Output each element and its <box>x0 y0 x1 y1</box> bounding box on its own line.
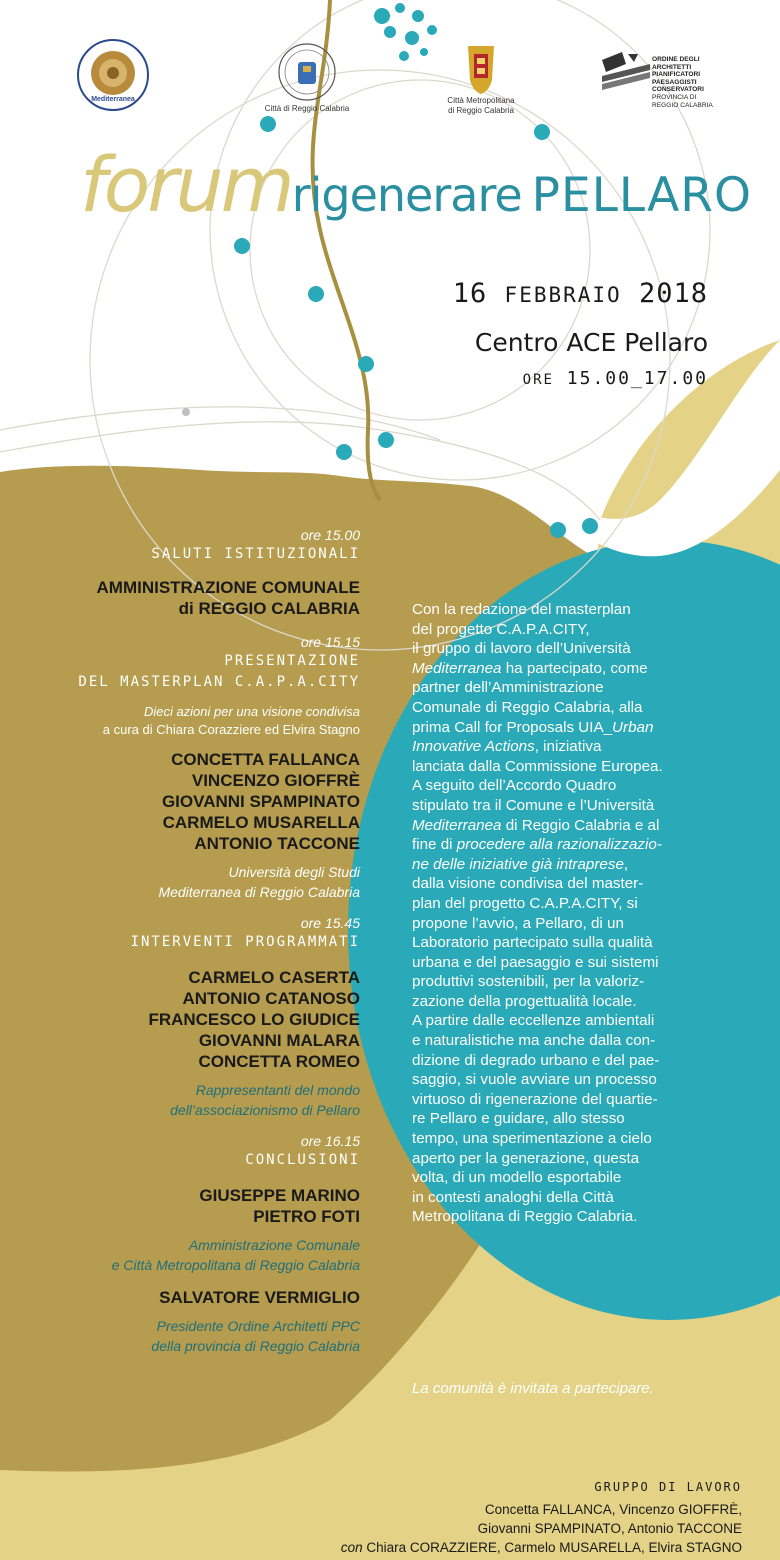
description-line: propone l’avvio, a Pellaro, di un <box>412 914 624 932</box>
ordine-line-5: CONSERVATORI <box>652 86 704 94</box>
title-pellaro: PELLARO <box>531 168 752 223</box>
program-s1-name-1: AMMINISTRAZIONE COMUNALE <box>96 578 360 597</box>
working-group-line-2: Giovanni SPAMPINATO, Antonio TACCONE <box>477 1521 742 1536</box>
description-emphasis: Mediterranea <box>412 659 502 677</box>
program-s3-affil-1: Rappresentanti del mondo <box>195 1082 360 1098</box>
program-s2-note-plain: a cura di Chiara Corazziere ed Elvira Stagno <box>102 722 360 737</box>
university-name: Mediterranea <box>91 96 135 103</box>
description-line: ne delle iniziative già intraprese, <box>412 855 629 873</box>
city-seal-icon <box>272 40 342 104</box>
program-s2-note-italic: Dieci azioni per una visione condivisa <box>143 704 360 719</box>
description-line: produttivi sostenibili, per la valoriz- <box>412 973 645 991</box>
program-s4-affil-3: Presidente Ordine Architetti PPC <box>156 1318 360 1334</box>
description-line: aperto per la generazione, questa <box>412 1149 640 1167</box>
logo-comune <box>264 40 350 120</box>
description-line: prima Call for Proposals UIA_Urban <box>412 718 654 736</box>
program-time-4: ore 16.15 <box>300 1133 360 1149</box>
description-line: fine di procedere alla razionalizzazio- <box>412 836 662 854</box>
program-s3-name: ANTONIO CATANOSO <box>182 989 360 1008</box>
program-section-1: SALUTI ISTITUZIONALI <box>151 546 360 562</box>
description-line: dizione di degrado urbano e del pae- <box>412 1051 660 1069</box>
working-group-line-3-names: Chiara CORAZZIERE, Carmelo MUSARELLA, Elvira STAGNO <box>362 1540 742 1555</box>
program-time-3: ore 15.45 <box>300 915 360 931</box>
title-forum: forum <box>80 140 292 229</box>
description-emphasis: Mediterranea <box>412 816 502 834</box>
program-s4-name: GIUSEPPE MARINO <box>199 1186 360 1205</box>
description-line: zazione della progettualità locale. <box>412 992 637 1010</box>
program-s2-name: ANTONIO TACCONE <box>194 834 360 853</box>
description-line: virtuoso di rigenerazione del quartie- <box>412 1090 658 1108</box>
working-group-line-3 <box>341 1538 742 1557</box>
event-day: 16 <box>452 278 488 309</box>
ordine-line-6: PROVINCIA DI <box>652 93 697 101</box>
description-line: del progetto C.A.P.A.CITY, <box>412 620 590 638</box>
ordine-architetti-icon <box>598 50 654 94</box>
description-line: Metropolitana di Reggio Calabria. <box>412 1208 638 1226</box>
description-line: saggio, si vuole avviare un processo <box>412 1071 657 1089</box>
working-group-title: GRUPPO DI LAVORO <box>594 1480 742 1494</box>
description-line: stipulato tra il Comune e l’Università <box>412 796 655 814</box>
ordine-line-1: ORDINE DEGLI <box>652 56 700 63</box>
event-date <box>453 278 708 309</box>
event-venue: Centro ACE Pellaro <box>474 328 708 357</box>
description-line: dalla visione condivisa del master- <box>412 875 644 893</box>
logo-university <box>76 38 150 112</box>
description-line: in contesti analoghi della Città <box>412 1188 614 1206</box>
description-line: Laboratorio partecipato sulla qualità <box>412 934 653 952</box>
program-time-1: ore 15.00 <box>300 527 360 543</box>
description-line: partner dell’Amministrazione <box>412 679 604 697</box>
event-time <box>523 368 708 389</box>
description-line: Mediterranea ha partecipato, come <box>412 659 648 677</box>
program-s2-name: GIOVANNI SPAMPINATO <box>161 792 360 811</box>
description-line: Mediterranea di Reggio Calabria e al <box>412 816 660 834</box>
event-month: FEBBRAIO <box>504 283 622 307</box>
program-s4-affil-1: Amministrazione Comunale <box>188 1237 360 1253</box>
description-line: urbana e del paesaggio e sui sistemi <box>412 953 659 971</box>
program-s2-name: CONCETTA FALLANCA <box>171 750 360 769</box>
program-s2-name: CARMELO MUSARELLA <box>162 813 360 832</box>
program-s2-name: VINCENZO GIOFFRÈ <box>191 771 360 790</box>
description-line: re Pellaro e guidare, allo stesso <box>412 1110 625 1128</box>
title-rigenerare: rigenerare <box>291 168 522 222</box>
logo-ordine <box>598 50 718 110</box>
metro-caption-2: di Reggio Calabria <box>448 106 514 115</box>
program-s1-name-2: di REGGIO CALABRIA <box>178 599 360 618</box>
metro-crest-icon <box>446 40 516 96</box>
metro-caption-1: Città Metropolitana <box>447 96 515 105</box>
program-s3-name: FRANCESCO LO GIUDICE <box>148 1010 360 1029</box>
program-s2-affil-1: Università degli Studi <box>228 864 360 880</box>
program-s3-name: CARMELO CASERTA <box>188 968 360 987</box>
event-year: 2018 <box>638 278 708 309</box>
ordine-line-3: PIANIFICATORI <box>652 71 701 79</box>
description-emphasis: Innovative Actions <box>412 738 535 756</box>
program-s4-affil-2: e Città Metropolitana di Reggio Calabria <box>111 1257 360 1273</box>
logo-metropolitana <box>446 40 516 120</box>
invitation-line: La comunità è invitata a partecipare. <box>412 1380 654 1397</box>
event-time-range: 15.00_17.00 <box>566 368 708 389</box>
description-line: il gruppo di lavoro dell’Università <box>412 640 631 658</box>
description-line: Con la redazione del masterplan <box>412 601 631 618</box>
description-line: volta, di un modello esportabile <box>412 1169 622 1187</box>
ordine-line-2: ARCHITETTI <box>652 63 692 71</box>
description-emphasis: procedere alla razionalizzazio- <box>456 836 662 854</box>
program-section-2b: DEL MASTERPLAN C.A.P.A.CITY <box>78 674 360 690</box>
description-line: Innovative Actions, iniziativa <box>412 738 602 756</box>
program-s2-affil-2: Mediterranea di Reggio Calabria <box>158 884 360 900</box>
comune-caption: Città di Reggio Calabria <box>264 104 350 113</box>
program-time-2: ore 15.15 <box>300 634 360 650</box>
program-section-3: INTERVENTI PROGRAMMATI <box>130 934 360 950</box>
program-s3-name: GIOVANNI MALARA <box>198 1031 360 1050</box>
page-title <box>80 140 760 240</box>
program-s4-affil-4: della provincia di Reggio Calabria <box>151 1338 360 1354</box>
event-time-label: ORE <box>522 372 554 388</box>
description-paragraph <box>412 600 732 1227</box>
program-s4-name-last: SALVATORE VERMIGLIO <box>159 1288 360 1307</box>
working-group <box>341 1480 742 1557</box>
description-line: Comunale di Reggio Calabria, alla <box>412 698 643 716</box>
description-line: A partire dalle eccellenze ambientali <box>412 1012 655 1030</box>
description-line: lanciata dalla Commissione Europea. <box>412 757 663 775</box>
program-s3-name: CONCETTA ROMEO <box>198 1052 360 1071</box>
description-line: tempo, una sperimentazione a cielo <box>412 1130 652 1148</box>
program-s4-name: PIETRO FOTI <box>253 1207 360 1226</box>
working-group-con: con <box>340 1540 363 1555</box>
program-s3-affil-2: dell’associazionismo di Pellaro <box>170 1102 360 1118</box>
ordine-line-7: REGGIO CALABRIA <box>652 101 713 109</box>
description-emphasis: ne delle iniziative già intraprese <box>412 855 624 873</box>
program-section-4: CONCLUSIONI <box>245 1152 360 1168</box>
description-line: plan del progetto C.A.P.A.CITY, si <box>412 894 638 912</box>
description-emphasis: Urban <box>612 718 654 736</box>
description-line: A seguito dell’Accordo Quadro <box>412 777 617 795</box>
program-section-2a: PRESENTAZIONE <box>224 653 360 669</box>
description-line: e naturalistiche ma anche dalla con- <box>412 1032 656 1050</box>
program <box>60 520 360 1356</box>
ordine-line-4: PAESAGGISTI <box>652 78 697 86</box>
working-group-line-1: Concetta FALLANCA, Vincenzo GIOFFRÈ, <box>484 1502 742 1517</box>
